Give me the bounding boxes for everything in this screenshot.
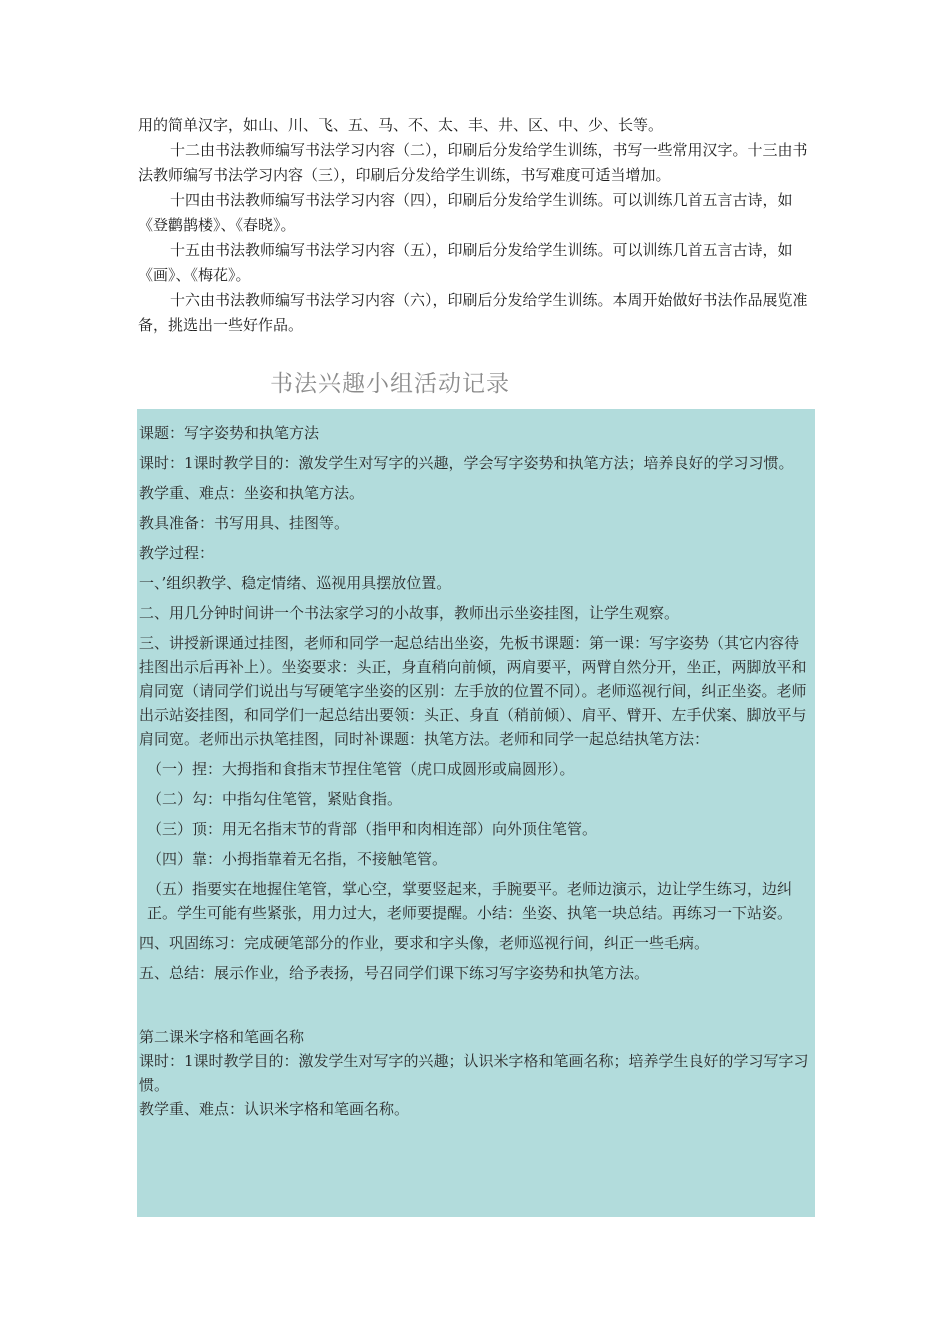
- lesson2-key-points: 教学重、难点：认识米字格和笔画名称。: [139, 1100, 410, 1118]
- lesson1-key-points: 教学重、难点：坐姿和执笔方法。: [139, 484, 365, 502]
- lesson1-sub4: （四）靠：小拇指靠着无名指，不接触笔管。: [147, 850, 448, 868]
- lesson1-materials: 教具准备：书写用具、挂图等。: [139, 514, 350, 532]
- section-heading: 书法兴趣小组活动记录: [270, 371, 510, 397]
- lesson1-step4: 四、巩固练习：完成硬笔部分的作业，要求和字头像，老师巡视行间，纠正一些毛病。: [139, 934, 710, 952]
- lesson1-step3: 三、讲授新课通过挂图，老师和同学一起总结出坐姿，先板书课题：第一课：写字姿势（其它内容待挂图出示后再补上）。坐姿要求：头正，身直稍向前倾，两肩要平，两臂自然分开，坐正，两脚放平和肩同宽（请同学们说出与写硬笔字坐姿的区别：左手放的位置不同）。老师巡视行间，纠正坐姿。老师出示站姿挂图，和同学们一起总结出要领：头正、身直（稍前倾）、肩平、臂开、左手伏案、脚放平与肩同宽。老师出示执笔挂图，同时补课题：执笔方法。老师和同学一起总结执笔方法：: [139, 634, 807, 748]
- lesson1-step5: 五、总结：展示作业，给予表扬，号召同学们课下练习写字姿势和执笔方法。: [139, 964, 650, 982]
- lesson2-hours: 课时：1课时教学目的：激发学生对写字的兴趣；认识米字格和笔画名称；培养学生良好的学习写字习惯。: [139, 1052, 809, 1094]
- paragraph: 用的简单汉字，如山、川、飞、五、马、不、太、丰、井、区、中、少、长等。: [138, 116, 664, 134]
- paragraph: 十二由书法教师编写书法学习内容（二），印刷后分发给学生训练，书写一些常用汉字。十三由书法教师编写书法学习内容（三），印刷后分发给学生训练，书写难度可适当增加。: [138, 141, 808, 184]
- paragraph: 十五由书法教师编写书法学习内容（五），印刷后分发给学生训练。可以训练几首五言古诗，如《画》、《梅花》。: [138, 241, 793, 284]
- lesson1-step1: 一、’组织教学、稳定情绪、巡视用具摆放位置。: [139, 574, 452, 592]
- lesson1-topic: 课题：写字姿势和执笔方法: [139, 424, 320, 442]
- lesson1-hours: 课时：1课时教学目的：激发学生对写字的兴趣，学会写字姿势和执笔方法；培养良好的学习习惯。: [139, 454, 794, 472]
- lesson1-sub2: （二）勾：中指勾住笔管，紧贴食指。: [147, 790, 403, 808]
- activity-record-box: [137, 409, 815, 1217]
- top-text-section: [138, 113, 814, 338]
- lesson1-sub5: （五）指要实在地握住笔管，掌心空，掌要竖起来，手腕要平。老师边演示，边让学生练习，边纠正。学生可能有些紧张，用力过大，老师要提醒。小结：坐姿、执笔一块总结。再练习一下站姿。: [147, 880, 793, 922]
- paragraph: 十四由书法教师编写书法学习内容（四），印刷后分发给学生训练。可以训练几首五言古诗，如《登鹳鹊楼》、《春晓》。: [138, 191, 793, 234]
- lesson1-step2: 二、用几分钟时间讲一个书法家学习的小故事，教师出示坐姿挂图，让学生观察。: [139, 604, 680, 622]
- paragraph: 十六由书法教师编写书法学习内容（六），印刷后分发给学生训练。本周开始做好书法作品展览准备，挑选出一些好作品。: [138, 291, 808, 334]
- lesson1-process-title: 教学过程：: [139, 544, 215, 562]
- lesson2-title: 第二课米字格和笔画名称: [139, 1028, 305, 1046]
- lesson1-sub1: （一）捏：大拇指和食指末节捏住笔管（虎口成圆形或扁圆形）。: [147, 760, 575, 778]
- lesson1-sub3: （三）顶：用无名指末节的背部（指甲和肉相连部）向外顶住笔管。: [147, 820, 598, 838]
